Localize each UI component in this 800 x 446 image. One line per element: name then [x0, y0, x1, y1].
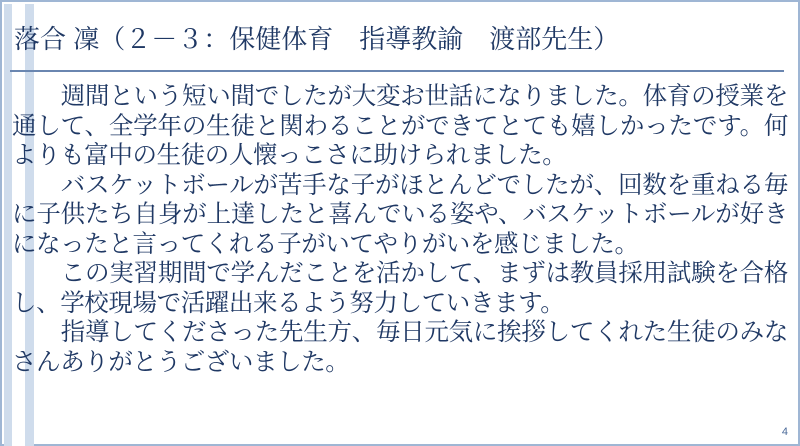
slide-content — [14, 8, 794, 438]
page-number: 4 — [781, 426, 788, 438]
title-divider — [10, 70, 784, 72]
paragraph: この実習期間で学んだことを活かして、まずは教員採用試験を合格し、学校現場で活躍出来るよう努力していきます。 — [12, 260, 788, 317]
paragraph: 指導してくださった先生方、毎日元気に挨拶してくれた生徒のみなさんありがとうございました。 — [12, 319, 788, 376]
paragraph: 週間という短い間でしたが大変お世話になりました。体育の授業を通して、全学年の生徒と関わることができてとても嬉しかったです。何よりも富中の生徒の人懐っこさに助けられました。 — [12, 83, 788, 169]
paragraph: バスケットボールが苦手な子がほとんどでしたが、回数を重ねる毎に子供たち自身が上達したと喜んでいる姿や、バスケットボールが好きになったと言ってくれる子がいてやりがいを感じました。 — [12, 171, 788, 258]
page-title: 落合 凜（２－３：保健体育 指導教諭 渡部先生） — [14, 24, 620, 54]
body-text — [12, 82, 788, 377]
